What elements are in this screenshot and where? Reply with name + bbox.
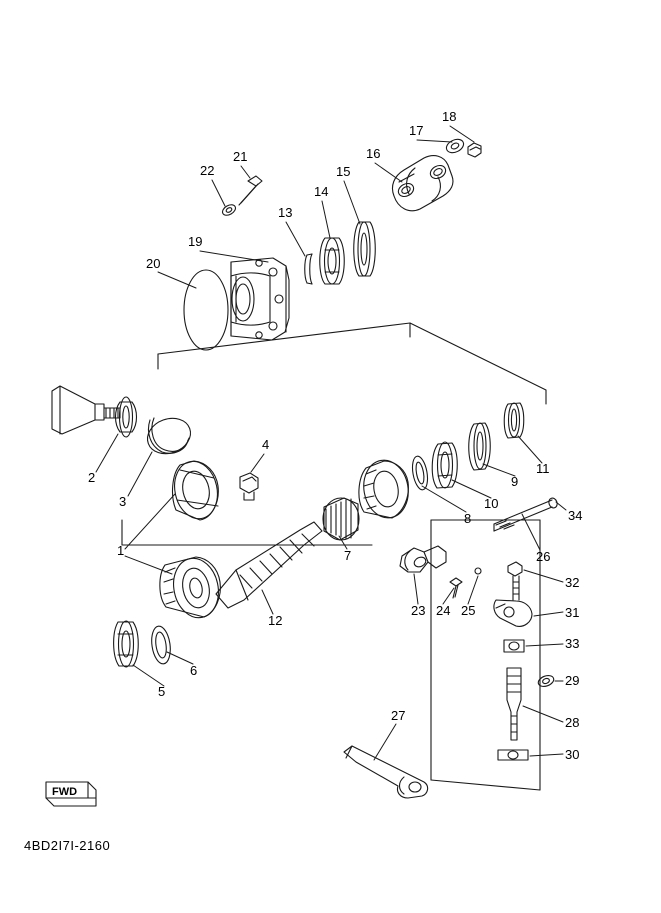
callout-25: 25 xyxy=(461,603,476,618)
callout-24: 24 xyxy=(436,603,451,618)
callout-5: 5 xyxy=(158,684,166,699)
callout-14: 14 xyxy=(314,184,329,199)
callout-26: 26 xyxy=(536,549,551,564)
callout-6: 6 xyxy=(190,663,198,678)
callout-33: 33 xyxy=(565,636,580,651)
callout-11: 11 xyxy=(536,461,550,476)
callout-32: 32 xyxy=(565,575,580,590)
callout-23: 23 xyxy=(411,603,426,618)
callout-31: 31 xyxy=(565,605,580,620)
callout-16: 16 xyxy=(366,146,381,161)
callout-34: 34 xyxy=(568,508,583,523)
callout-9: 9 xyxy=(511,474,519,489)
callout-22: 22 xyxy=(200,163,215,178)
callout-2: 2 xyxy=(88,470,96,485)
callout-7: 7 xyxy=(344,548,352,563)
callout-18: 18 xyxy=(442,109,457,124)
callout-28: 28 xyxy=(565,715,580,730)
callout-19: 19 xyxy=(188,234,203,249)
callout-8: 8 xyxy=(464,511,472,526)
fwd-direction-label: FWD xyxy=(52,786,78,798)
callout-30: 30 xyxy=(565,747,580,762)
diagram-part-code: 4BD2I7I-2160 xyxy=(24,838,111,853)
callout-21: 21 xyxy=(233,149,248,164)
callout-17: 17 xyxy=(409,123,424,138)
callout-10: 10 xyxy=(484,496,499,511)
callout-13: 13 xyxy=(278,205,293,220)
callout-12: 12 xyxy=(268,613,283,628)
callout-27: 27 xyxy=(391,708,406,723)
callout-4: 4 xyxy=(262,437,270,452)
callout-1: 1 xyxy=(117,543,125,558)
callout-29: 29 xyxy=(565,673,580,688)
callout-20: 20 xyxy=(146,256,161,271)
callout-3: 3 xyxy=(119,494,127,509)
callout-15: 15 xyxy=(336,164,351,179)
